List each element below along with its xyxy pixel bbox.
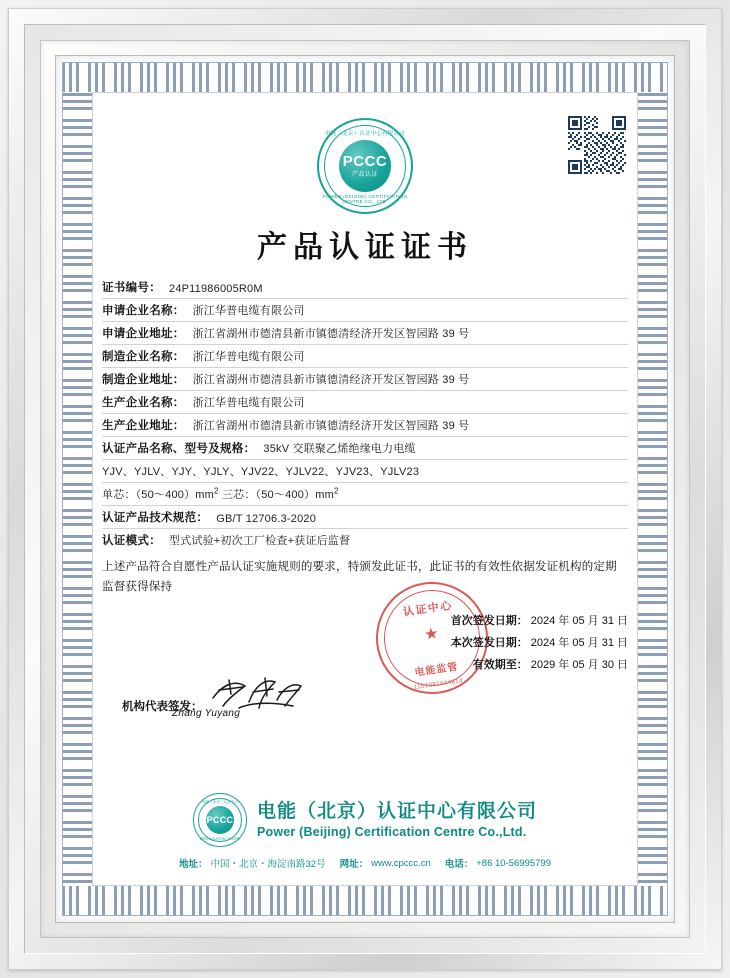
- field-label: 认证产品名称、型号及规格：: [102, 443, 256, 455]
- address-label: 地址：: [178, 859, 208, 870]
- field-value: 浙江省湖州市德清县新市镇德清经济开发区智园路 39 号: [192, 374, 470, 386]
- field-row-manufacturer-address: [102, 368, 628, 391]
- field-value: 浙江省湖州市德清县新市镇德清经济开发区智园路 39 号: [192, 420, 470, 432]
- seal-arc-bottom-text: POWER (BEIJING) CERTIFICATION CENTRE CO., LTD.: [322, 194, 408, 204]
- date-row-valid-until: [451, 656, 628, 672]
- certificate-content: [94, 94, 636, 884]
- field-value: 24P11986005R0M: [169, 283, 263, 295]
- field-value: 浙江华普电缆有限公司: [192, 351, 305, 363]
- seal-abbr: PCCC: [342, 153, 388, 170]
- field-row-certification-mode: [102, 529, 628, 551]
- field-label: 认证模式：: [102, 535, 161, 547]
- qr-code: [566, 114, 628, 176]
- spec-line-sections: 单芯：$(50\sim 400)mm^2$ 三芯：$(50\sim 400)mm^2$: [102, 483, 628, 506]
- phone-label: 电话：: [444, 859, 474, 870]
- certification-statement: 上述产品符合自愿性产品认证实施规则的要求，特颁发此证书，此证书的有效性依据发证机构的定期监督获得保持: [102, 561, 617, 594]
- seal-arc-top-text: 电能（北京）认证中心有限公司: [325, 131, 405, 137]
- spec-line-models: YJV、YJLV、YJY、YJLY、YJV22、YJLV22、YJV23、YJLV23: [102, 460, 628, 483]
- contact-row: [94, 856, 636, 870]
- field-value: 浙江华普电缆有限公司: [192, 397, 305, 409]
- contact-website: [340, 856, 431, 870]
- signer-name: Zhang Yuyang: [172, 708, 241, 719]
- field-row-applicant-name: [102, 299, 628, 322]
- logo-abbr: PCCC: [206, 806, 234, 834]
- seal-core: [339, 140, 391, 192]
- logo-arc-bottom-text: CERTIFICATION CENTRE: [199, 837, 241, 841]
- organization-row: [94, 793, 636, 847]
- field-value: 型式试验+初次工厂检查+获证后监督: [169, 535, 351, 547]
- website-label: 网址：: [339, 859, 369, 870]
- field-label: 证书编号：: [102, 282, 161, 294]
- page-title: 产品认证证书: [257, 230, 473, 265]
- pccc-logo-icon: [193, 793, 247, 847]
- field-row-producer-name: [102, 391, 628, 414]
- field-value: 浙江华普电缆有限公司: [192, 305, 305, 317]
- date-label: 首次签发日期：: [450, 615, 528, 627]
- field-label: 认证产品技术规范：: [102, 512, 209, 524]
- contact-address: [179, 856, 326, 870]
- organization-names: [257, 800, 537, 840]
- field-label: 申请企业名称：: [102, 305, 185, 317]
- date-label: 本次签发日期：: [450, 637, 528, 649]
- date-row-current-issue: [451, 634, 628, 650]
- dates-block: [451, 612, 628, 678]
- field-row-producer-address: [102, 414, 628, 437]
- stamp-bottom-text: 电能监管: [413, 661, 460, 679]
- field-label: 生产企业名称：: [102, 397, 185, 409]
- field-value: GB/T 12706.3-2020: [216, 513, 317, 525]
- date-value: 2024 年 05 月 31 日: [530, 615, 628, 627]
- star-icon: ★: [423, 624, 440, 644]
- logo-arc-top-text: 电能（北京）认证中心: [202, 800, 238, 804]
- field-label: 申请企业地址：: [102, 328, 185, 340]
- phone-value: +86 10-56995799: [476, 857, 552, 869]
- contact-phone: [445, 856, 551, 870]
- date-row-first-issue: [451, 612, 628, 628]
- date-value: 2029 年 05 月 30 日: [530, 659, 628, 671]
- address-value: 中国・北京・海淀南路32号: [210, 859, 326, 870]
- seal-center-cn: 产品认证: [351, 172, 378, 178]
- field-list: [102, 276, 628, 597]
- website-value[interactable]: www.cpccc.cn: [371, 857, 431, 869]
- organization-name-cn: 电能（北京）认证中心有限公司: [256, 800, 537, 822]
- organization-name-en: Power (Beijing) Certification Centre Co.,Ltd.: [256, 824, 527, 839]
- field-value: 浙江省湖州市德清县新市镇德清经济开发区智园路 39 号: [192, 328, 470, 340]
- stamp-top-text: 认证中心: [402, 599, 454, 619]
- field-row-applicant-address: [102, 322, 628, 345]
- date-value: 2024 年 05 月 31 日: [530, 637, 628, 649]
- pccc-seal: [317, 118, 413, 214]
- field-label: 制造企业地址：: [102, 374, 185, 386]
- stamp-number: 1101081044614: [413, 678, 464, 691]
- date-label: 有效期至：: [472, 659, 528, 671]
- field-row-manufacturer-name: [102, 345, 628, 368]
- field-label: 制造企业名称：: [102, 351, 185, 363]
- field-row-technical-specification: [102, 506, 628, 529]
- field-row-product-name-model: [102, 437, 628, 460]
- field-value: 35kV 交联聚乙烯绝缘电力电缆: [263, 443, 416, 455]
- footer-block: [94, 793, 636, 870]
- field-row-certificate-number: [102, 276, 628, 299]
- field-label: 生产企业地址：: [102, 420, 185, 432]
- signature-label: 机构代表签发：: [122, 701, 203, 713]
